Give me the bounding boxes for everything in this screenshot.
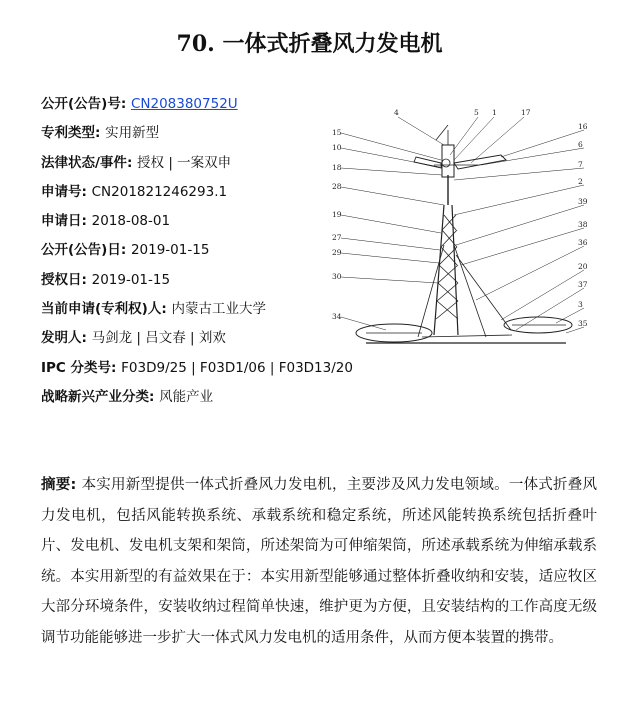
figure-label: 3	[578, 300, 583, 309]
figure-label: 16	[578, 122, 588, 131]
field-value: 2019-01-15	[130, 242, 210, 259]
figure-label: 18	[332, 163, 342, 172]
figure-label: 10	[332, 143, 342, 152]
figure-label: 17	[521, 108, 531, 117]
field-key: 申请号	[41, 183, 82, 200]
patent-drawing	[326, 105, 596, 365]
page-title: 70. 一体式折叠风力发电机	[176, 31, 443, 57]
field-grant-date: 授权日: 2019-01-15	[41, 271, 171, 288]
figure-label: 39	[578, 197, 588, 206]
figure-label: 28	[332, 182, 342, 191]
figure-label: 1	[492, 108, 497, 117]
field-key: 战略新兴产业分类	[41, 388, 149, 405]
field-applicant: 当前申请(专利权)人: 内蒙古工业大学	[41, 301, 266, 318]
field-legal-status: 法律状态/事件: 授权 | 一案双申	[41, 154, 232, 171]
figure-label: 5	[474, 108, 479, 117]
field-key: 专利类型	[41, 125, 95, 142]
field-inventors: 发明人: 马剑龙 | 吕文春 | 刘欢	[41, 330, 226, 347]
abstract: 摘要: 本实用新型提供一体式折叠风力发电机，主要涉及风力发电领域。一体式折叠风力发电机，包括风能转换系统、承载系统和稳定系统，所述风能转换系统包括折叠叶片、发电机、发电机支架和架筒，所述架筒为可伸缩架筒，所述承载系统为伸缩承载系统。本实用新型的有益效果在于：本实用新型能够通过整体折叠收纳和安装，适应牧区大部分环境条件，安装收纳过程简单快速，维护更为方便，且安装结构的工作高度无级调节功能能够进一步扩大一体式风力发电机的适用条件，从而方便本装置的携带。	[41, 477, 597, 646]
field-application-date: 申请日: 2018-08-01	[41, 213, 171, 230]
field-key: 公开(公告)号	[41, 96, 121, 112]
field-value: 内蒙古工业大学	[171, 301, 266, 318]
figure-label: 34	[332, 312, 342, 321]
figure-label: 37	[578, 280, 588, 289]
field-value: 风能产业	[159, 388, 214, 405]
abstract-label: 摘要	[41, 477, 71, 493]
abstract-text: 本实用新型提供一体式折叠风力发电机，主要涉及风力发电领域。一体式折叠风力发电机，包括风能转换系统、承载系统和稳定系统，所述风能转换系统包括折叠叶片、发电机、发电机支架和架筒，所述架筒为可伸缩架筒，所述承载系统为伸缩承载系统。本实用新型的有益效果在于：本实用新型能够通过整体折叠收纳和安装，适应牧区大部分环境条件，安装收纳过程简单快速，维护更为方便，且安装结构的工作高度无级调节功能能够进一步扩大一体式风力发电机的适用条件，从而方便本装置的携带。	[41, 477, 597, 646]
field-key: 发明人	[41, 330, 82, 347]
figure-label: 35	[578, 319, 588, 328]
field-value: 2019-01-15	[91, 271, 171, 288]
figure-label: 30	[332, 272, 342, 281]
field-value: 2018-08-01	[91, 213, 171, 230]
field-publication-number: 公开(公告)号: CN208380752U	[41, 96, 238, 112]
figure-label: 38	[578, 220, 588, 229]
field-value: F03D9/25 | F03D1/06 | F03D13/20	[121, 359, 353, 376]
field-key: 公开(公告)日	[41, 242, 121, 259]
figure-label: 36	[578, 238, 588, 247]
figure-label: 27	[332, 233, 342, 242]
field-ipc: IPC 分类号: F03D9/25 | F03D1/06 | F03D13/20	[41, 359, 353, 376]
patent-fields	[41, 94, 353, 416]
figure-label: 20	[578, 262, 588, 271]
field-application-number: 申请号: CN201821246293.1	[41, 183, 228, 200]
figure-label: 6	[578, 140, 583, 149]
field-value: 马剑龙 | 吕文春 | 刘欢	[91, 330, 226, 347]
figure-label: 15	[332, 128, 342, 137]
figure-label: 2	[578, 177, 583, 186]
figure-label: 7	[578, 160, 583, 169]
field-value: CN201821246293.1	[91, 183, 228, 200]
field-value: 授权 | 一案双申	[137, 154, 232, 171]
publication-number-link[interactable]: CN208380752U	[130, 96, 238, 112]
field-industry: 战略新兴产业分类: 风能产业	[41, 388, 214, 405]
figure-label: 4	[394, 108, 399, 117]
field-key: 法律状态/事件	[41, 154, 127, 171]
field-patent-type: 专利类型: 实用新型	[41, 125, 160, 142]
figure-label: 29	[332, 248, 342, 257]
field-key: 授权日	[41, 271, 82, 288]
field-key: IPC 分类号	[41, 359, 112, 376]
field-value: 实用新型	[105, 125, 160, 142]
figure-label: 19	[332, 210, 342, 219]
field-publication-date: 公开(公告)日: 2019-01-15	[41, 242, 210, 259]
field-key: 当前申请(专利权)人	[41, 301, 162, 318]
field-key: 申请日	[41, 213, 82, 230]
